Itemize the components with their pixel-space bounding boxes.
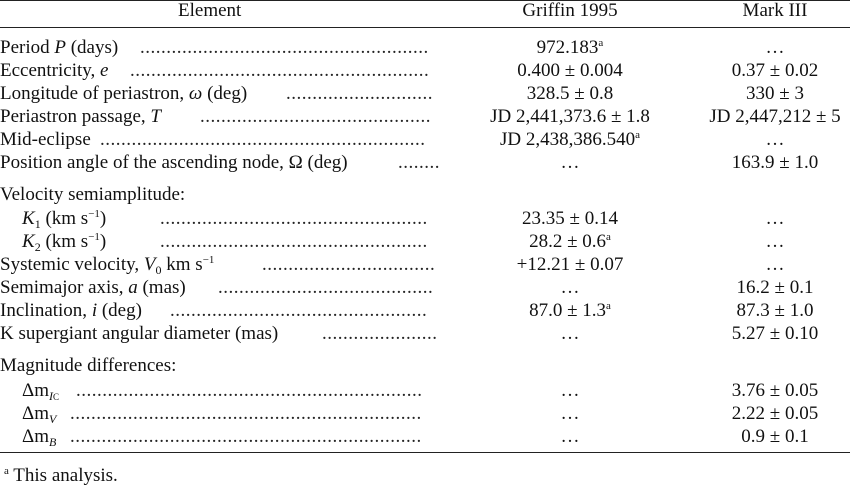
mark-iii-value: … xyxy=(765,37,785,58)
row-label: Inclination, i (deg) xyxy=(0,300,142,321)
row-delta-m-v xyxy=(0,403,850,425)
griffin-value: … xyxy=(560,152,580,173)
mark-iii-value: JD 2,447,212 ± 5 xyxy=(709,106,841,127)
row-eccentricity xyxy=(0,60,850,82)
row-label: $\Delta m_{IC}$ xyxy=(22,380,60,403)
row-delta-m-ic xyxy=(0,380,850,402)
row-systemic-velocity xyxy=(0,254,850,276)
row-label: Period P (days) xyxy=(0,37,119,58)
mark-iii-value: … xyxy=(765,231,785,252)
mark-iii-value: … xyxy=(765,208,785,229)
griffin-value: +12.21 ± 0.07 xyxy=(516,254,624,275)
mark-iii-value: … xyxy=(765,129,785,150)
dot-leader: ................................................... xyxy=(160,208,428,229)
griffin-value: … xyxy=(560,323,580,344)
mark-iii-value: 330 ± 3 xyxy=(746,83,804,104)
dot-leader: ...................... xyxy=(322,323,438,344)
header-griffin-1995: Griffin 1995 xyxy=(522,0,618,21)
mark-iii-value: 5.27 ± 0.10 xyxy=(731,323,819,344)
row-label: $K_2$ (km $s^{-1}$) xyxy=(22,231,107,254)
row-label: Systemic velocity, $V_0$ km $s^{-1}$ xyxy=(0,254,215,277)
dot-leader: ............................................ xyxy=(200,106,431,127)
dot-leader: .............................................................. xyxy=(100,129,426,150)
griffin-value: … xyxy=(560,380,580,401)
griffin-value: … xyxy=(560,403,580,424)
row-label: Mid-eclipse xyxy=(0,129,91,150)
dot-leader: ................................................................... xyxy=(70,403,422,424)
header-mark-iii: Mark III xyxy=(742,0,808,21)
mark-iii-value: 0.37 ± 0.02 xyxy=(731,60,819,81)
mark-iii-value: 163.9 ± 1.0 xyxy=(731,152,819,173)
griffin-value: 972.183$^a$ xyxy=(536,37,604,58)
dot-leader: ......................................... xyxy=(218,277,434,298)
dot-leader: ........ xyxy=(398,152,440,173)
row-delta-m-b xyxy=(0,426,850,448)
row-position-angle xyxy=(0,152,850,174)
dot-leader: .................................................................. xyxy=(76,380,423,401)
header-element: Element xyxy=(178,0,242,21)
griffin-value: 328.5 ± 0.8 xyxy=(526,83,614,104)
row-periastron-passage xyxy=(0,106,850,128)
dot-leader: ............................ xyxy=(286,83,433,104)
griffin-value: 28.2 ± 0.6$^a$ xyxy=(529,231,611,252)
griffin-value: JD 2,438,386.540$^a$ xyxy=(499,129,640,150)
griffin-value: 87.0 ± 1.3$^a$ xyxy=(529,300,611,321)
section-magnitude-differences: Magnitude differences: xyxy=(0,355,177,376)
row-semimajor-axis xyxy=(0,277,850,299)
section-velocity-semiamplitude: Velocity semiamplitude: xyxy=(0,184,186,205)
griffin-value: … xyxy=(560,426,580,447)
dot-leader: ................................................................... xyxy=(70,426,422,447)
header-rule xyxy=(0,27,850,28)
dot-leader: ................................. xyxy=(262,254,436,275)
mark-iii-value: 16.2 ± 0.1 xyxy=(736,277,814,298)
dot-leader: ................................................... xyxy=(160,231,428,252)
dot-leader: ....................................................... xyxy=(140,37,429,58)
row-label: $\Delta m_V$ xyxy=(22,403,57,426)
row-label: K supergiant angular diameter (mas) xyxy=(0,323,279,344)
griffin-value: JD 2,441,373.6 ± 1.8 xyxy=(490,106,650,127)
griffin-value: 0.400 ± 0.004 xyxy=(517,60,623,81)
row-angular-diameter xyxy=(0,323,850,345)
row-label: $\Delta m_B$ xyxy=(22,426,57,449)
footnote: $^a$ This analysis. xyxy=(4,465,118,486)
mark-iii-value: 2.22 ± 0.05 xyxy=(731,403,819,424)
dot-leader: ................................................. xyxy=(170,300,428,321)
row-label: Semimajor axis, a (mas) xyxy=(0,277,186,298)
row-inclination xyxy=(0,300,850,322)
row-longitude-periastron xyxy=(0,83,850,105)
dot-leader: ......................................................... xyxy=(130,60,430,81)
mark-iii-value: 3.76 ± 0.05 xyxy=(731,380,819,401)
row-label: Position angle of the ascending node, Ω (deg) xyxy=(0,152,348,173)
row-label: Eccentricity, e xyxy=(0,60,109,81)
row-label: Periastron passage, T xyxy=(0,106,161,127)
row-k2 xyxy=(0,231,850,253)
row-mid-eclipse xyxy=(0,129,850,151)
row-label: $K_1$ (km $s^{-1}$) xyxy=(22,208,107,231)
row-label: Longitude of periastron, ω (deg) xyxy=(0,83,248,104)
row-period xyxy=(0,37,850,59)
mark-iii-value: 0.9 ± 0.1 xyxy=(741,426,809,447)
griffin-value: 23.35 ± 0.14 xyxy=(522,208,618,229)
bottom-rule xyxy=(0,452,850,453)
griffin-value: … xyxy=(560,277,580,298)
row-k1 xyxy=(0,208,850,230)
mark-iii-value: 87.3 ± 1.0 xyxy=(736,300,814,321)
mark-iii-value: … xyxy=(765,254,785,275)
